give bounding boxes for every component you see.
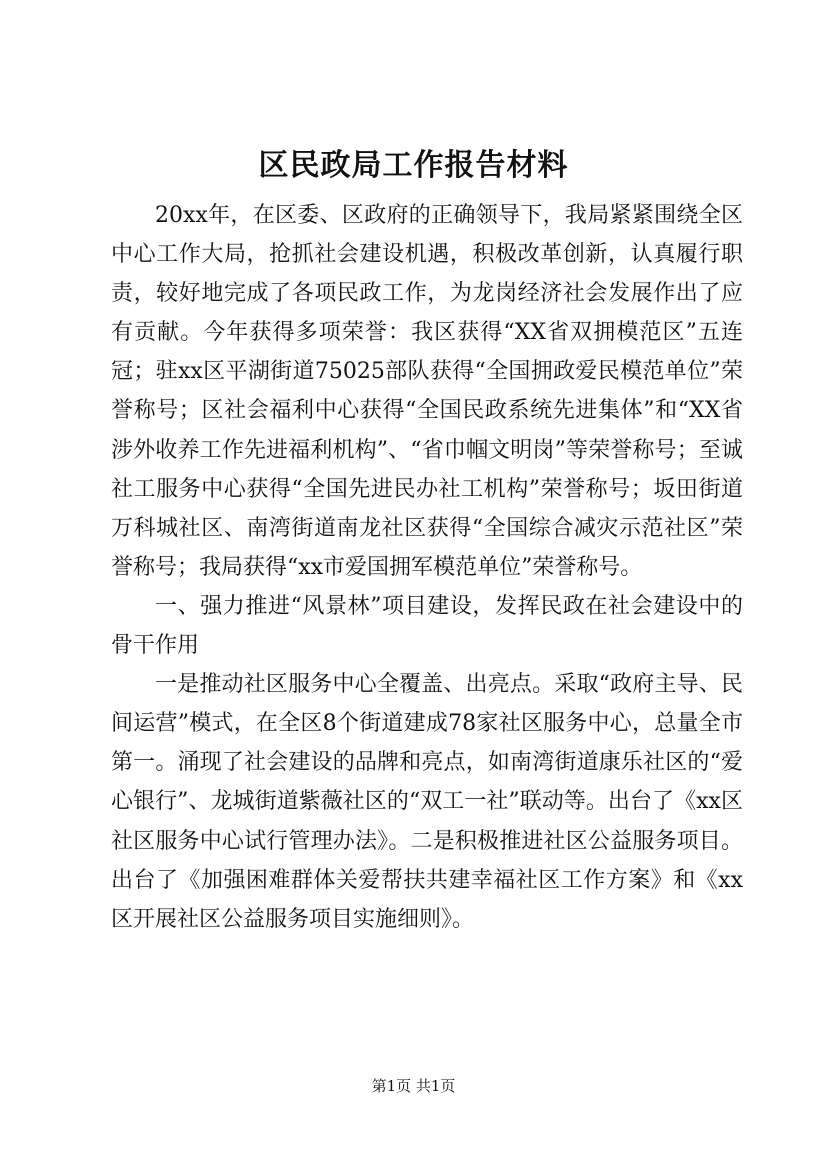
paragraph-community-services: 一是推动社区服务中心全覆盖、出亮点。采取“政府主导、民间运营”模式，在全区8个街道建成78家社区服务中心，总量全市第一。涌现了社会建设的品牌和亮点，如南湾街道康乐社区的“爱心银行”、龙城街道紫薇社区的“双工一社”联动等。出台了《xx区社区服务中心试行管理办法》。二是积极推进社区公益服务项目。出台了《加强困难群体关爱帮扶共建幸福社区工作方案》和《xx区开展社区公益服务项目实施细则》。 bbox=[111, 672, 743, 932]
paragraph-section-heading: 一、强力推进“风景林”项目建设，发挥民政在社会建设中的骨干作用 bbox=[111, 593, 743, 659]
page-footer: 第1页 共1页 bbox=[371, 1077, 456, 1095]
document-body bbox=[111, 196, 743, 939]
document-title: 区民政局工作报告材料 bbox=[258, 148, 569, 183]
paragraph-intro: 20xx年，在区委、区政府的正确领导下，我局紧紧围绕全区中心工作大局，抢抓社会建设机遇，积极改革创新，认真履行职责，较好地完成了各项民政工作，为龙岗经济社会发展作出了应有贡献。今年获得多项荣誉：我区获得“XX省双拥模范区”五连冠；驻xx区平湖街道75025部队获得“全国拥政爱民模范单位”荣誉称号；区社会福利中心获得“全国民政系统先进集体”和“XX省涉外收养工作先进福利机构”、“省巾帼文明岗”等荣誉称号；至诚社工服务中心获得“全国先进民办社工机构”荣誉称号；坂田街道万科城社区、南湾街道南龙社区获得“全国综合减灾示范社区”荣誉称号；我局获得“xx市爱国拥军模范单位”荣誉称号。 bbox=[111, 203, 743, 580]
